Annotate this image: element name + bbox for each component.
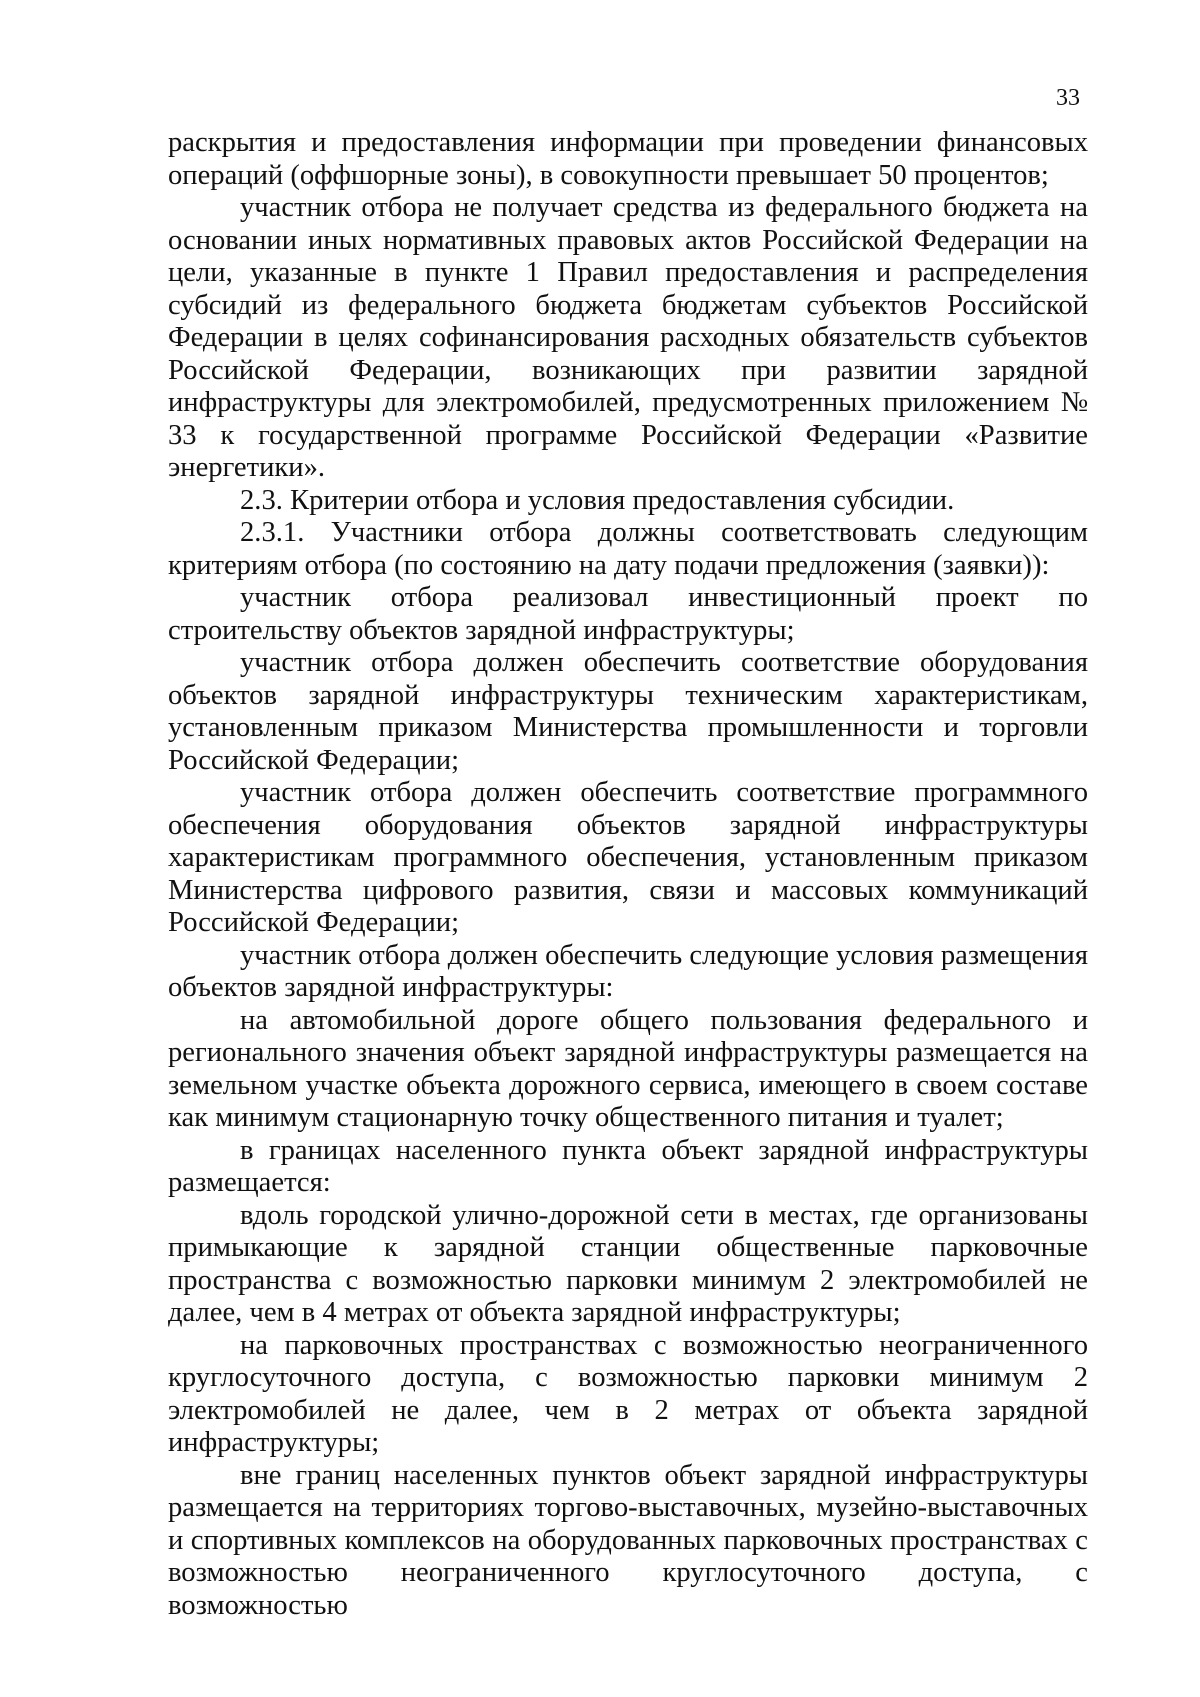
page-number: 33 bbox=[1056, 85, 1080, 111]
placement-street-network: вдоль городской улично-дорожной сети в местах, где организованы примыкающие к зарядной станции общественные парковочные пространства с возможностью парковки минимум 2 электромобилей не далее, чем в 4 метрах от объекта зарядной инфраструктуры; bbox=[168, 1199, 1088, 1328]
placement-settlement: в границах населенного пункта объект зарядной инфраструктуры размещается: bbox=[168, 1134, 1088, 1198]
paragraph-2-3-1: 2.3.1. Участники отбора должны соответствовать следующим критериям отбора (по состоянию на дату подачи предложения (заявки)): bbox=[168, 517, 1088, 581]
paragraph-1: раскрытия и предоставления информации при проведении финансовых операций (оффшорные зоны), в совокупности превышает 50 процентов; bbox=[168, 127, 1088, 191]
criterion-software: участник отбора должен обеспечить соответствие программного обеспечения оборудования объектов зарядной инфраструктуры характеристикам программного обеспечения, установленным приказом Министерства цифрового развития, связи и массовых коммуникаций Российской Федерации; bbox=[168, 777, 1088, 938]
placement-outside-settlement: вне границ населенных пунктов объект зарядной инфраструктуры размещается на территориях торгово-выставочных, музейно-выставочных и спортивных комплексов на оборудованных парковочных пространствах с возможностью неограниченного круглосуточного доступа, с возможностью bbox=[168, 1459, 1088, 1621]
section-heading-2-3: 2.3. Критерии отбора и условия предоставления субсидии. bbox=[240, 484, 955, 516]
paragraph-2: участник отбора не получает средства из федерального бюджета на основании иных нормативных правовых актов Российской Федерации на цели, указанные в пункте 1 Правил предоставления и распределения субсидий из федерального бюджета бюджетам субъектов Российской Федерации в целях софинансирования расходных обязательств субъектов Российской Федерации, возникающих при развитии зарядной инфраструктуры для электромобилей, предусмотренных приложением № 33 к государственной программе Российской Федерации «Развитие энергетики». bbox=[168, 192, 1088, 483]
criterion-investment-project: участник отбора реализовал инвестиционный проект по строительству объектов зарядной инфраструктуры; bbox=[168, 582, 1088, 646]
criterion-placement: участник отбора должен обеспечить следующие условия размещения объектов зарядной инфраструктуры: bbox=[168, 939, 1088, 1003]
placement-federal-road: на автомобильной дороге общего пользования федерального и регионального значения объект зарядной инфраструктуры размещается на земельном участке объекта дорожного сервиса, имеющего в своем составе как минимум стационарную точку общественного питания и туалет; bbox=[168, 1004, 1088, 1133]
document-body bbox=[168, 127, 1088, 1622]
criterion-equipment: участник отбора должен обеспечить соответствие оборудования объектов зарядной инфраструктуры техническим характеристикам, установленным приказом Министерства промышленности и торговли Российской Федерации; bbox=[168, 647, 1088, 776]
placement-parking-spaces: на парковочных пространствах с возможностью неограниченного круглосуточного доступа, с возможностью парковки минимум 2 электромобилей не далее, чем в 2 метрах от объекта зарядной инфраструктуры; bbox=[168, 1329, 1088, 1458]
